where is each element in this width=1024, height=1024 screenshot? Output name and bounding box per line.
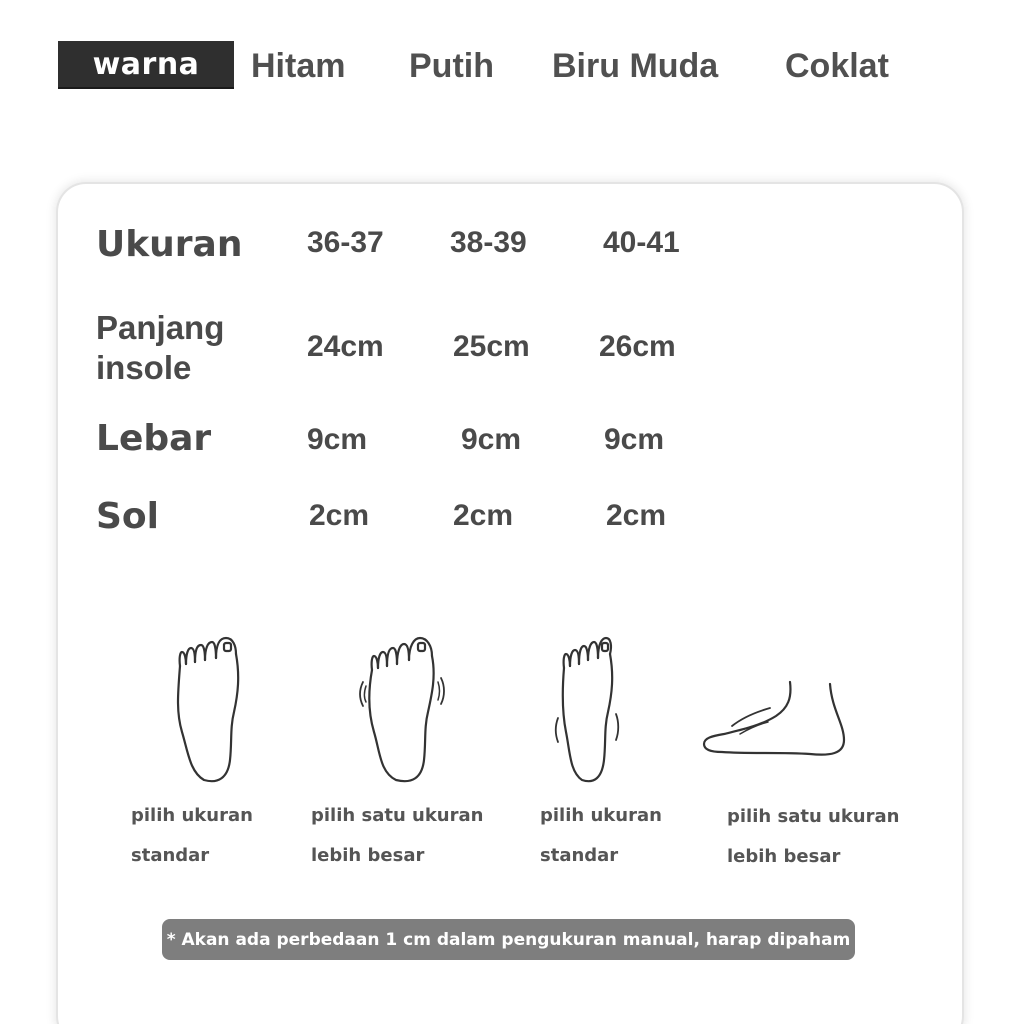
color-option-brown: Coklat	[785, 47, 889, 85]
normal-foot-caption	[131, 796, 253, 876]
sole-value-3: 2cm	[606, 499, 667, 532]
insole-length-label	[96, 308, 224, 388]
sole-label: Sol	[96, 496, 159, 537]
size-header-label: Ukuran	[96, 224, 243, 265]
insole-length-value-1: 24cm	[307, 330, 384, 363]
width-value-1: 9cm	[307, 423, 368, 456]
high-instep-foot-caption-line1: pilih satu ukuran	[727, 806, 900, 827]
size-header-1: 36-37	[307, 226, 384, 259]
normal-foot-icon	[168, 632, 248, 787]
insole-length-label-line2: insole	[96, 349, 192, 386]
width-value-3: 9cm	[604, 423, 665, 456]
wide-foot-icon	[356, 632, 448, 787]
narrow-foot-icon	[552, 632, 626, 787]
normal-foot-caption-line2: standar	[131, 845, 210, 866]
sole-value-2: 2cm	[453, 499, 514, 532]
width-label: Lebar	[96, 418, 212, 459]
narrow-foot-caption	[540, 796, 662, 876]
sole-value-1: 2cm	[309, 499, 370, 532]
color-option-light-blue: Biru Muda	[552, 47, 719, 85]
insole-length-value-2: 25cm	[453, 330, 530, 363]
wide-foot-caption	[311, 796, 483, 876]
size-header-3: 40-41	[603, 226, 680, 259]
wide-foot-caption-line1: pilih satu ukuran	[311, 805, 484, 826]
color-label-badge: warna	[58, 41, 234, 87]
narrow-foot-caption-line1: pilih ukuran	[540, 805, 662, 826]
high-instep-foot-caption-line2: lebih besar	[727, 846, 841, 867]
color-option-black: Hitam	[251, 47, 346, 85]
color-row	[58, 40, 234, 88]
width-value-2: 9cm	[461, 423, 522, 456]
high-instep-foot-caption	[727, 797, 899, 877]
narrow-foot-caption-line2: standar	[540, 845, 619, 866]
high-instep-foot-icon	[700, 676, 850, 766]
wide-foot-caption-line2: lebih besar	[311, 845, 425, 866]
insole-length-value-3: 26cm	[599, 330, 676, 363]
normal-foot-caption-line1: pilih ukuran	[131, 805, 253, 826]
insole-length-label-line1: Panjang	[96, 309, 225, 346]
size-header-2: 38-39	[450, 226, 527, 259]
color-option-white: Putih	[409, 47, 494, 85]
measurement-note: * Akan ada perbedaan 1 cm dalam pengukuran manual, harap dipaham	[162, 919, 855, 960]
